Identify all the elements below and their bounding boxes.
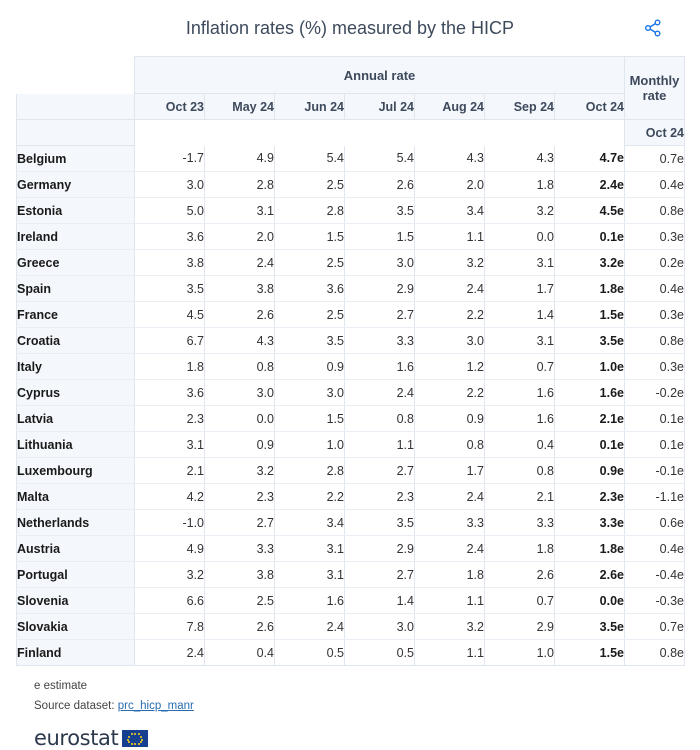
cell-oct24: 2.3e	[555, 484, 625, 510]
cell-monthly-oct24: 0.3e	[625, 224, 685, 250]
cell-sep24: 2.6	[485, 562, 555, 588]
row-country: Belgium	[17, 146, 135, 172]
cell-jun24: 3.0	[275, 380, 345, 406]
cell-oct23: 6.6	[135, 588, 205, 614]
cell-may24: 0.0	[205, 406, 275, 432]
cell-sep24: 3.3	[485, 510, 555, 536]
cell-jul24: 2.9	[345, 536, 415, 562]
cell-jun24: 3.5	[275, 328, 345, 354]
cell-may24: 0.4	[205, 640, 275, 666]
cell-jul24: 1.4	[345, 588, 415, 614]
cell-may24: 0.9	[205, 432, 275, 458]
cell-jul24: 3.0	[345, 250, 415, 276]
cell-aug24: 1.1	[415, 640, 485, 666]
cell-oct23: 2.4	[135, 640, 205, 666]
cell-jul24: 2.9	[345, 276, 415, 302]
row-country: Estonia	[17, 198, 135, 224]
cell-oct24: 2.1e	[555, 406, 625, 432]
cell-jun24: 1.5	[275, 406, 345, 432]
cell-jun24: 2.5	[275, 172, 345, 198]
cell-aug24: 2.4	[415, 276, 485, 302]
table-row	[17, 562, 685, 588]
cell-may24: 3.0	[205, 380, 275, 406]
cell-sep24: 2.9	[485, 614, 555, 640]
cell-oct24: 1.5e	[555, 640, 625, 666]
table-row	[17, 224, 685, 250]
cell-sep24: 3.1	[485, 328, 555, 354]
table-row	[17, 172, 685, 198]
row-country: Croatia	[17, 328, 135, 354]
row-country: Portugal	[17, 562, 135, 588]
cell-oct24: 4.7e	[555, 146, 625, 172]
cell-jul24: 1.5	[345, 224, 415, 250]
cell-may24: 3.3	[205, 536, 275, 562]
source-line	[34, 700, 684, 712]
table-row	[17, 328, 685, 354]
table-body	[17, 146, 685, 666]
cell-aug24: 2.4	[415, 484, 485, 510]
cell-monthly-oct24: 0.1e	[625, 406, 685, 432]
cell-oct24: 2.6e	[555, 562, 625, 588]
cell-sep24: 0.7	[485, 354, 555, 380]
cell-may24: 2.6	[205, 614, 275, 640]
cell-jul24: 1.6	[345, 354, 415, 380]
cell-monthly-oct24: 0.6e	[625, 510, 685, 536]
row-country: France	[17, 302, 135, 328]
cell-jul24: 2.7	[345, 562, 415, 588]
table-row	[17, 458, 685, 484]
table-row	[17, 146, 685, 172]
cell-jul24: 2.7	[345, 458, 415, 484]
eurostat-logo	[34, 726, 684, 750]
cell-jun24: 5.4	[275, 146, 345, 172]
cell-jul24: 3.3	[345, 328, 415, 354]
cell-oct23: 3.6	[135, 380, 205, 406]
cell-may24: 2.0	[205, 224, 275, 250]
cell-may24: 2.5	[205, 588, 275, 614]
cell-jul24: 2.4	[345, 380, 415, 406]
cell-jun24: 1.5	[275, 224, 345, 250]
cell-monthly-oct24: 0.1e	[625, 432, 685, 458]
cell-oct24: 1.0e	[555, 354, 625, 380]
cell-may24: 2.8	[205, 172, 275, 198]
title-row	[16, 0, 684, 56]
cell-jul24: 1.1	[345, 432, 415, 458]
monthly-row-filler	[135, 120, 625, 146]
table-row	[17, 510, 685, 536]
row-country: Austria	[17, 536, 135, 562]
table-row	[17, 380, 685, 406]
cell-oct24: 1.6e	[555, 380, 625, 406]
cell-jun24: 3.6	[275, 276, 345, 302]
cell-monthly-oct24: -1.1e	[625, 484, 685, 510]
cell-jun24: 2.8	[275, 198, 345, 224]
cell-may24: 4.9	[205, 146, 275, 172]
cell-monthly-oct24: 0.4e	[625, 276, 685, 302]
row-country: Finland	[17, 640, 135, 666]
cell-sep24: 0.0	[485, 224, 555, 250]
cell-jul24: 2.3	[345, 484, 415, 510]
cell-jul24: 3.0	[345, 614, 415, 640]
cell-monthly-oct24: 0.4e	[625, 172, 685, 198]
eu-flag-icon	[122, 730, 148, 747]
cell-aug24: 1.7	[415, 458, 485, 484]
cell-sep24: 1.8	[485, 536, 555, 562]
cell-oct23: 4.5	[135, 302, 205, 328]
table-row	[17, 614, 685, 640]
cell-jun24: 0.5	[275, 640, 345, 666]
cell-oct23: 1.8	[135, 354, 205, 380]
table-header	[17, 57, 685, 146]
cell-monthly-oct24: -0.4e	[625, 562, 685, 588]
row-country: Netherlands	[17, 510, 135, 536]
cell-oct23: -1.7	[135, 146, 205, 172]
table-row	[17, 588, 685, 614]
cell-aug24: 0.8	[415, 432, 485, 458]
row-country: Lithuania	[17, 432, 135, 458]
col-header-sep24: Sep 24	[485, 94, 555, 120]
cell-oct23: 3.6	[135, 224, 205, 250]
cell-jul24: 0.5	[345, 640, 415, 666]
cell-jun24: 3.1	[275, 562, 345, 588]
cell-jun24: 3.1	[275, 536, 345, 562]
cell-sep24: 4.3	[485, 146, 555, 172]
col-header-aug24: Aug 24	[415, 94, 485, 120]
cell-aug24: 1.1	[415, 224, 485, 250]
cell-aug24: 4.3	[415, 146, 485, 172]
cell-oct24: 2.4e	[555, 172, 625, 198]
row-country: Cyprus	[17, 380, 135, 406]
cell-monthly-oct24: -0.2e	[625, 380, 685, 406]
cell-jul24: 3.5	[345, 510, 415, 536]
cell-oct23: 7.8	[135, 614, 205, 640]
row-country: Greece	[17, 250, 135, 276]
col-header-oct23: Oct 23	[135, 94, 205, 120]
cell-monthly-oct24: 0.8e	[625, 328, 685, 354]
col-header-jul24: Jul 24	[345, 94, 415, 120]
table-row	[17, 432, 685, 458]
cell-oct23: 6.7	[135, 328, 205, 354]
cell-aug24: 3.2	[415, 250, 485, 276]
col-header-jun24: Jun 24	[275, 94, 345, 120]
table-row	[17, 250, 685, 276]
cell-sep24: 1.8	[485, 172, 555, 198]
cell-oct24: 3.5e	[555, 614, 625, 640]
cell-jun24: 2.4	[275, 614, 345, 640]
group-header-annual: Annual rate	[135, 57, 625, 94]
group-header-row	[17, 57, 685, 94]
cell-aug24: 0.9	[415, 406, 485, 432]
cell-monthly-oct24: 0.8e	[625, 198, 685, 224]
cell-sep24: 1.6	[485, 380, 555, 406]
cell-oct23: 3.8	[135, 250, 205, 276]
cell-jul24: 3.5	[345, 198, 415, 224]
cell-aug24: 2.2	[415, 380, 485, 406]
cell-oct23: -1.0	[135, 510, 205, 536]
cell-oct24: 0.1e	[555, 224, 625, 250]
source-dataset-link[interactable]: prc_hicp_manr	[117, 700, 194, 712]
cell-monthly-oct24: 0.7e	[625, 614, 685, 640]
cell-may24: 3.8	[205, 562, 275, 588]
row-country: Ireland	[17, 224, 135, 250]
cell-oct23: 2.3	[135, 406, 205, 432]
cell-oct23: 3.1	[135, 432, 205, 458]
row-country: Latvia	[17, 406, 135, 432]
table-row	[17, 406, 685, 432]
cell-may24: 3.2	[205, 458, 275, 484]
cell-monthly-oct24: 0.4e	[625, 536, 685, 562]
country-column-header	[17, 94, 135, 120]
cell-jul24: 2.6	[345, 172, 415, 198]
cell-monthly-oct24: 0.2e	[625, 250, 685, 276]
cell-jun24: 2.2	[275, 484, 345, 510]
cell-monthly-oct24: -0.3e	[625, 588, 685, 614]
cell-monthly-oct24: 0.3e	[625, 302, 685, 328]
cell-sep24: 0.7	[485, 588, 555, 614]
cell-monthly-oct24: -0.1e	[625, 458, 685, 484]
cell-jun24: 1.0	[275, 432, 345, 458]
cell-may24: 4.3	[205, 328, 275, 354]
table-row	[17, 484, 685, 510]
cell-monthly-oct24: 0.7e	[625, 146, 685, 172]
cell-oct23: 2.1	[135, 458, 205, 484]
share-icon[interactable]	[644, 19, 662, 37]
col-header-oct24: Oct 24	[555, 94, 625, 120]
table-row	[17, 536, 685, 562]
estimate-note: e estimate	[34, 680, 88, 692]
cell-sep24: 1.7	[485, 276, 555, 302]
cell-jun24: 1.6	[275, 588, 345, 614]
cell-oct23: 5.0	[135, 198, 205, 224]
cell-may24: 2.4	[205, 250, 275, 276]
cell-monthly-oct24: 0.3e	[625, 354, 685, 380]
row-country: Spain	[17, 276, 135, 302]
header-corner	[17, 57, 135, 94]
table-row	[17, 354, 685, 380]
row-country: Slovenia	[17, 588, 135, 614]
cell-sep24: 3.1	[485, 250, 555, 276]
cell-aug24: 2.0	[415, 172, 485, 198]
cell-oct23: 3.2	[135, 562, 205, 588]
cell-sep24: 1.4	[485, 302, 555, 328]
cell-oct23: 3.5	[135, 276, 205, 302]
cell-aug24: 2.4	[415, 536, 485, 562]
source-label: Source dataset:	[34, 700, 115, 712]
table-row	[17, 640, 685, 666]
cell-oct24: 0.1e	[555, 432, 625, 458]
cell-oct24: 1.5e	[555, 302, 625, 328]
table-row	[17, 198, 685, 224]
cell-oct23: 3.0	[135, 172, 205, 198]
cell-aug24: 3.4	[415, 198, 485, 224]
col-header-monthly-oct24: Oct 24	[625, 120, 685, 146]
col-header-may24: May 24	[205, 94, 275, 120]
cell-may24: 2.7	[205, 510, 275, 536]
cell-jul24: 0.8	[345, 406, 415, 432]
cell-sep24: 0.8	[485, 458, 555, 484]
cell-oct23: 4.2	[135, 484, 205, 510]
cell-sep24: 0.4	[485, 432, 555, 458]
cell-jun24: 0.9	[275, 354, 345, 380]
cell-oct24: 1.8e	[555, 536, 625, 562]
row-country: Italy	[17, 354, 135, 380]
row-country: Germany	[17, 172, 135, 198]
cell-oct24: 0.9e	[555, 458, 625, 484]
monthly-subheader-row	[17, 120, 685, 146]
row-country: Malta	[17, 484, 135, 510]
cell-monthly-oct24: 0.8e	[625, 640, 685, 666]
row-country: Slovakia	[17, 614, 135, 640]
cell-aug24: 3.3	[415, 510, 485, 536]
column-header-row	[17, 94, 685, 120]
monthly-row-spacer	[17, 120, 135, 146]
cell-oct24: 1.8e	[555, 276, 625, 302]
cell-oct23: 4.9	[135, 536, 205, 562]
cell-jun24: 2.8	[275, 458, 345, 484]
cell-oct24: 4.5e	[555, 198, 625, 224]
inflation-table	[16, 56, 685, 666]
cell-sep24: 1.0	[485, 640, 555, 666]
cell-jul24: 2.7	[345, 302, 415, 328]
cell-sep24: 1.6	[485, 406, 555, 432]
cell-oct24: 3.5e	[555, 328, 625, 354]
page-title: Inflation rates (%) measured by the HICP	[185, 17, 515, 38]
eurostat-logo-text: eurostat	[34, 726, 119, 750]
cell-aug24: 2.2	[415, 302, 485, 328]
table-row	[17, 302, 685, 328]
cell-may24: 3.8	[205, 276, 275, 302]
cell-oct24: 3.2e	[555, 250, 625, 276]
cell-may24: 2.6	[205, 302, 275, 328]
cell-oct24: 0.0e	[555, 588, 625, 614]
cell-sep24: 3.2	[485, 198, 555, 224]
cell-may24: 3.1	[205, 198, 275, 224]
cell-may24: 0.8	[205, 354, 275, 380]
cell-aug24: 3.2	[415, 614, 485, 640]
cell-jul24: 5.4	[345, 146, 415, 172]
cell-aug24: 3.0	[415, 328, 485, 354]
cell-aug24: 1.8	[415, 562, 485, 588]
cell-jun24: 2.5	[275, 250, 345, 276]
row-country: Luxembourg	[17, 458, 135, 484]
cell-sep24: 2.1	[485, 484, 555, 510]
table-row	[17, 276, 685, 302]
cell-may24: 2.3	[205, 484, 275, 510]
group-header-monthly: Monthly rate	[625, 57, 685, 120]
cell-jun24: 3.4	[275, 510, 345, 536]
cell-aug24: 1.2	[415, 354, 485, 380]
cell-jun24: 2.5	[275, 302, 345, 328]
cell-aug24: 1.1	[415, 588, 485, 614]
cell-oct24: 3.3e	[555, 510, 625, 536]
